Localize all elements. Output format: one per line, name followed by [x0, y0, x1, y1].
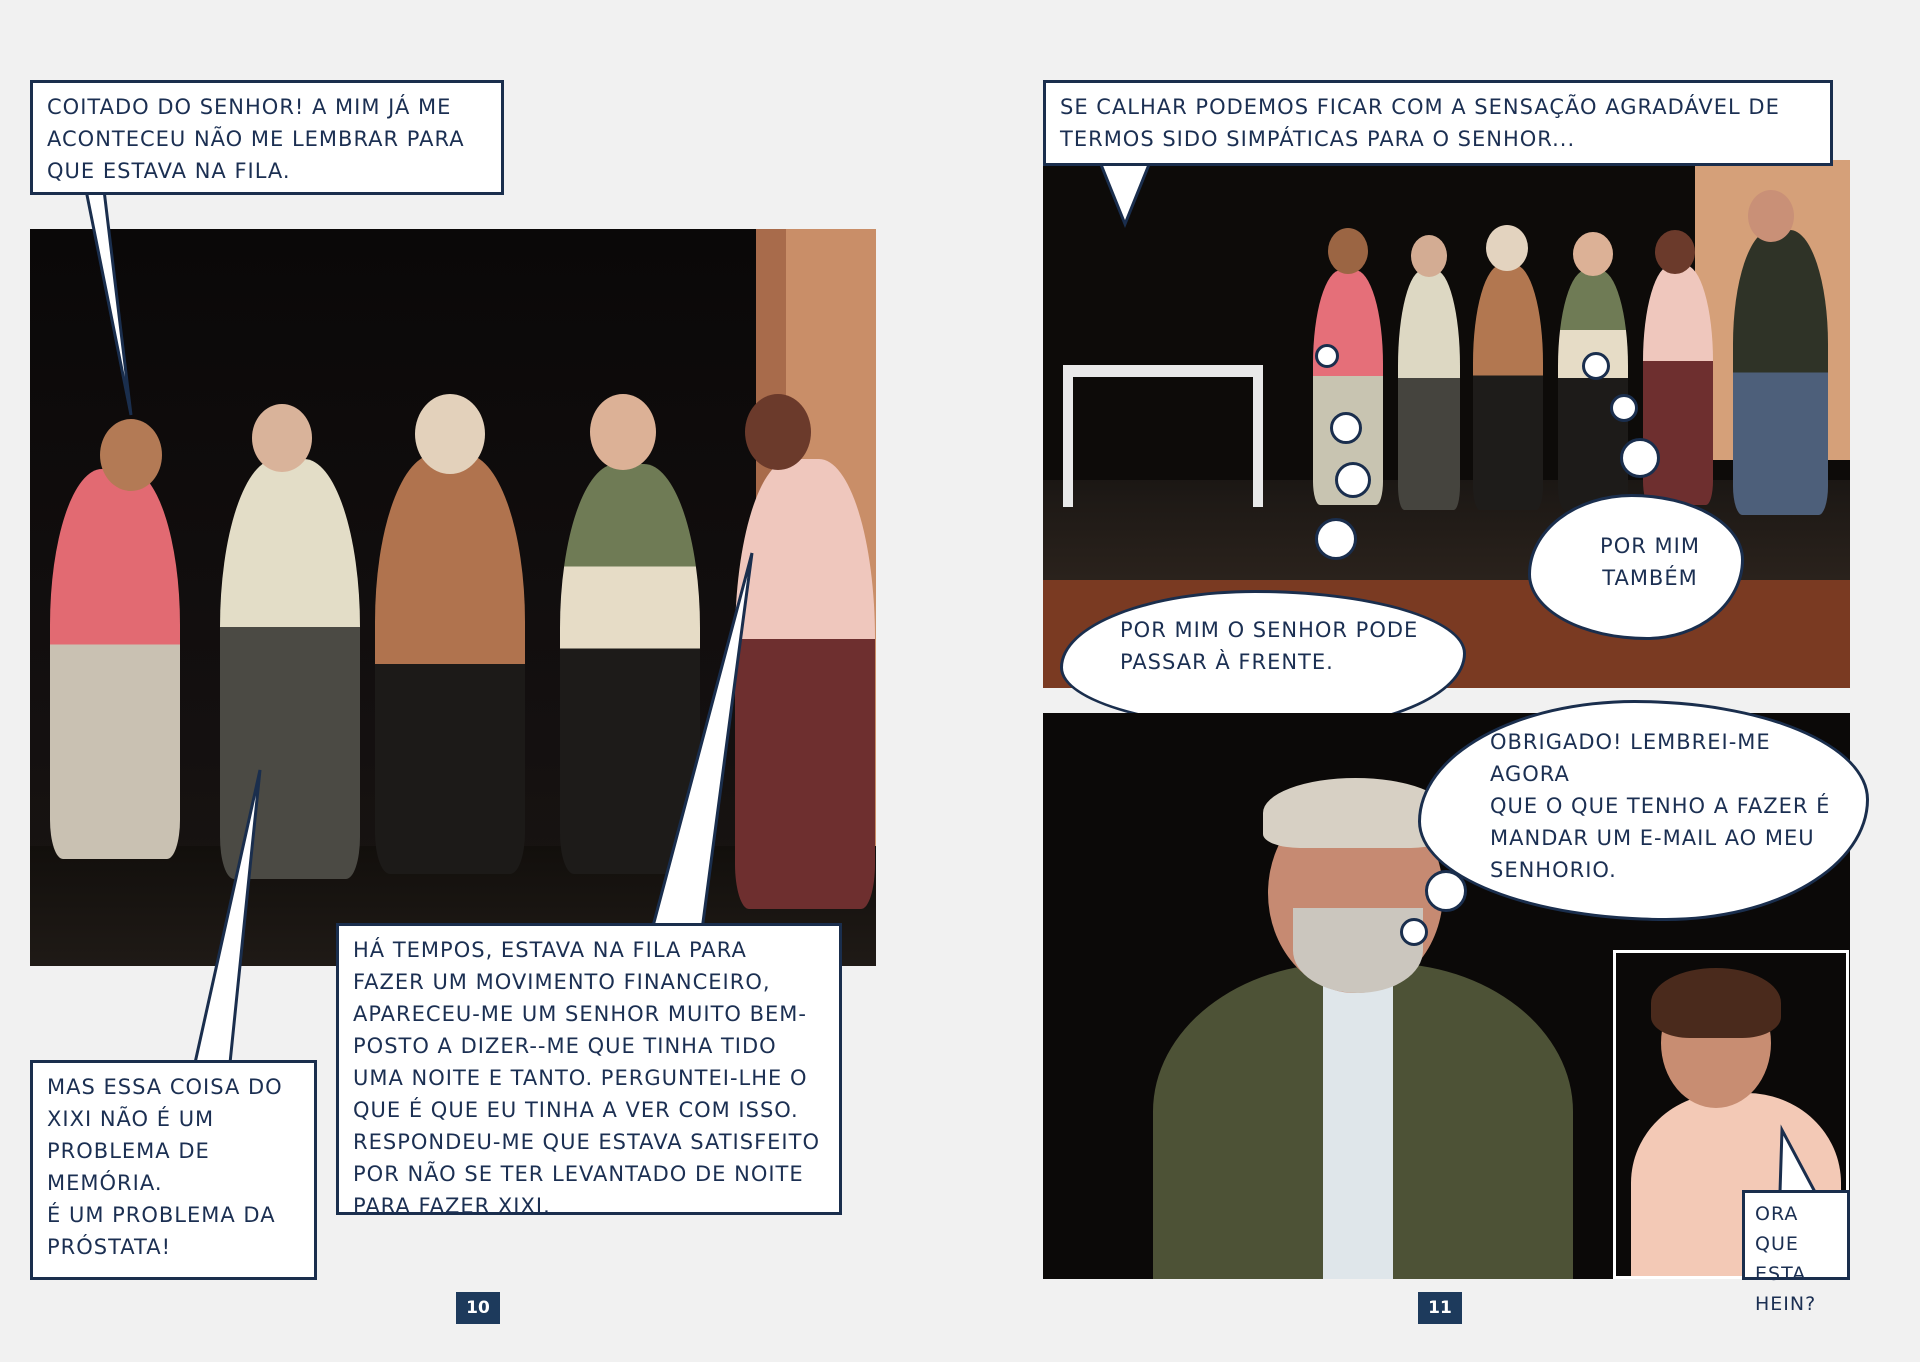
- page-number-right: 11: [1418, 1292, 1462, 1324]
- speech-tail-ora: [960, 0, 1920, 1362]
- cloud-text-obrigado: OBRIGADO! LEMBREI-ME AGORA QUE O QUE TENHO A FAZER É MANDAR UM E-MAIL AO MEU SENHORIO.: [1490, 730, 1831, 882]
- caption-ora-que: ORA QUE ESTA HEIN?: [1742, 1190, 1850, 1280]
- caption-ha-tempos: HÁ TEMPOS, ESTAVA NA FILA PARA FAZER UM MOVIMENTO FINANCEIRO, APARECEU-ME UM SENHOR MUITO BEM-POSTO A DIZER--ME QUE TINHA TIDO UMA NOITE E TANTO. PERGUNTEI-LHE O QUE É QUE EU TINHA A VER COM ISSO. RESPONDEU-ME QUE ESTAVA SATISFEITO POR NÃO SE TER LEVANTADO DE NOITE PARA FAZER XIXI.: [336, 923, 842, 1215]
- page-number-left: 10: [456, 1292, 500, 1324]
- cloud-text-passar: POR MIM O SENHOR PODE PASSAR À FRENTE.: [1120, 618, 1419, 674]
- right-page: [960, 0, 1920, 1362]
- cloud-text-tambem: POR MIM TAMBÉM: [1600, 534, 1700, 590]
- caption-se-calhar: SE CALHAR PODEMOS FICAR COM A SENSAÇÃO AGRADÁVEL DE TERMOS SIDO SIMPÁTICAS PARA O SENHOR...: [1043, 80, 1833, 166]
- caption-coitado: COITADO DO SENHOR! A MIM JÁ ME ACONTECEU NÃO ME LEMBRAR PARA QUE ESTAVA NA FILA.: [30, 80, 504, 195]
- caption-xixi: MAS ESSA COISA DO XIXI NÃO É UM PROBLEMA DE MEMÓRIA. É UM PROBLEMA DA PRÓSTATA!: [30, 1060, 317, 1280]
